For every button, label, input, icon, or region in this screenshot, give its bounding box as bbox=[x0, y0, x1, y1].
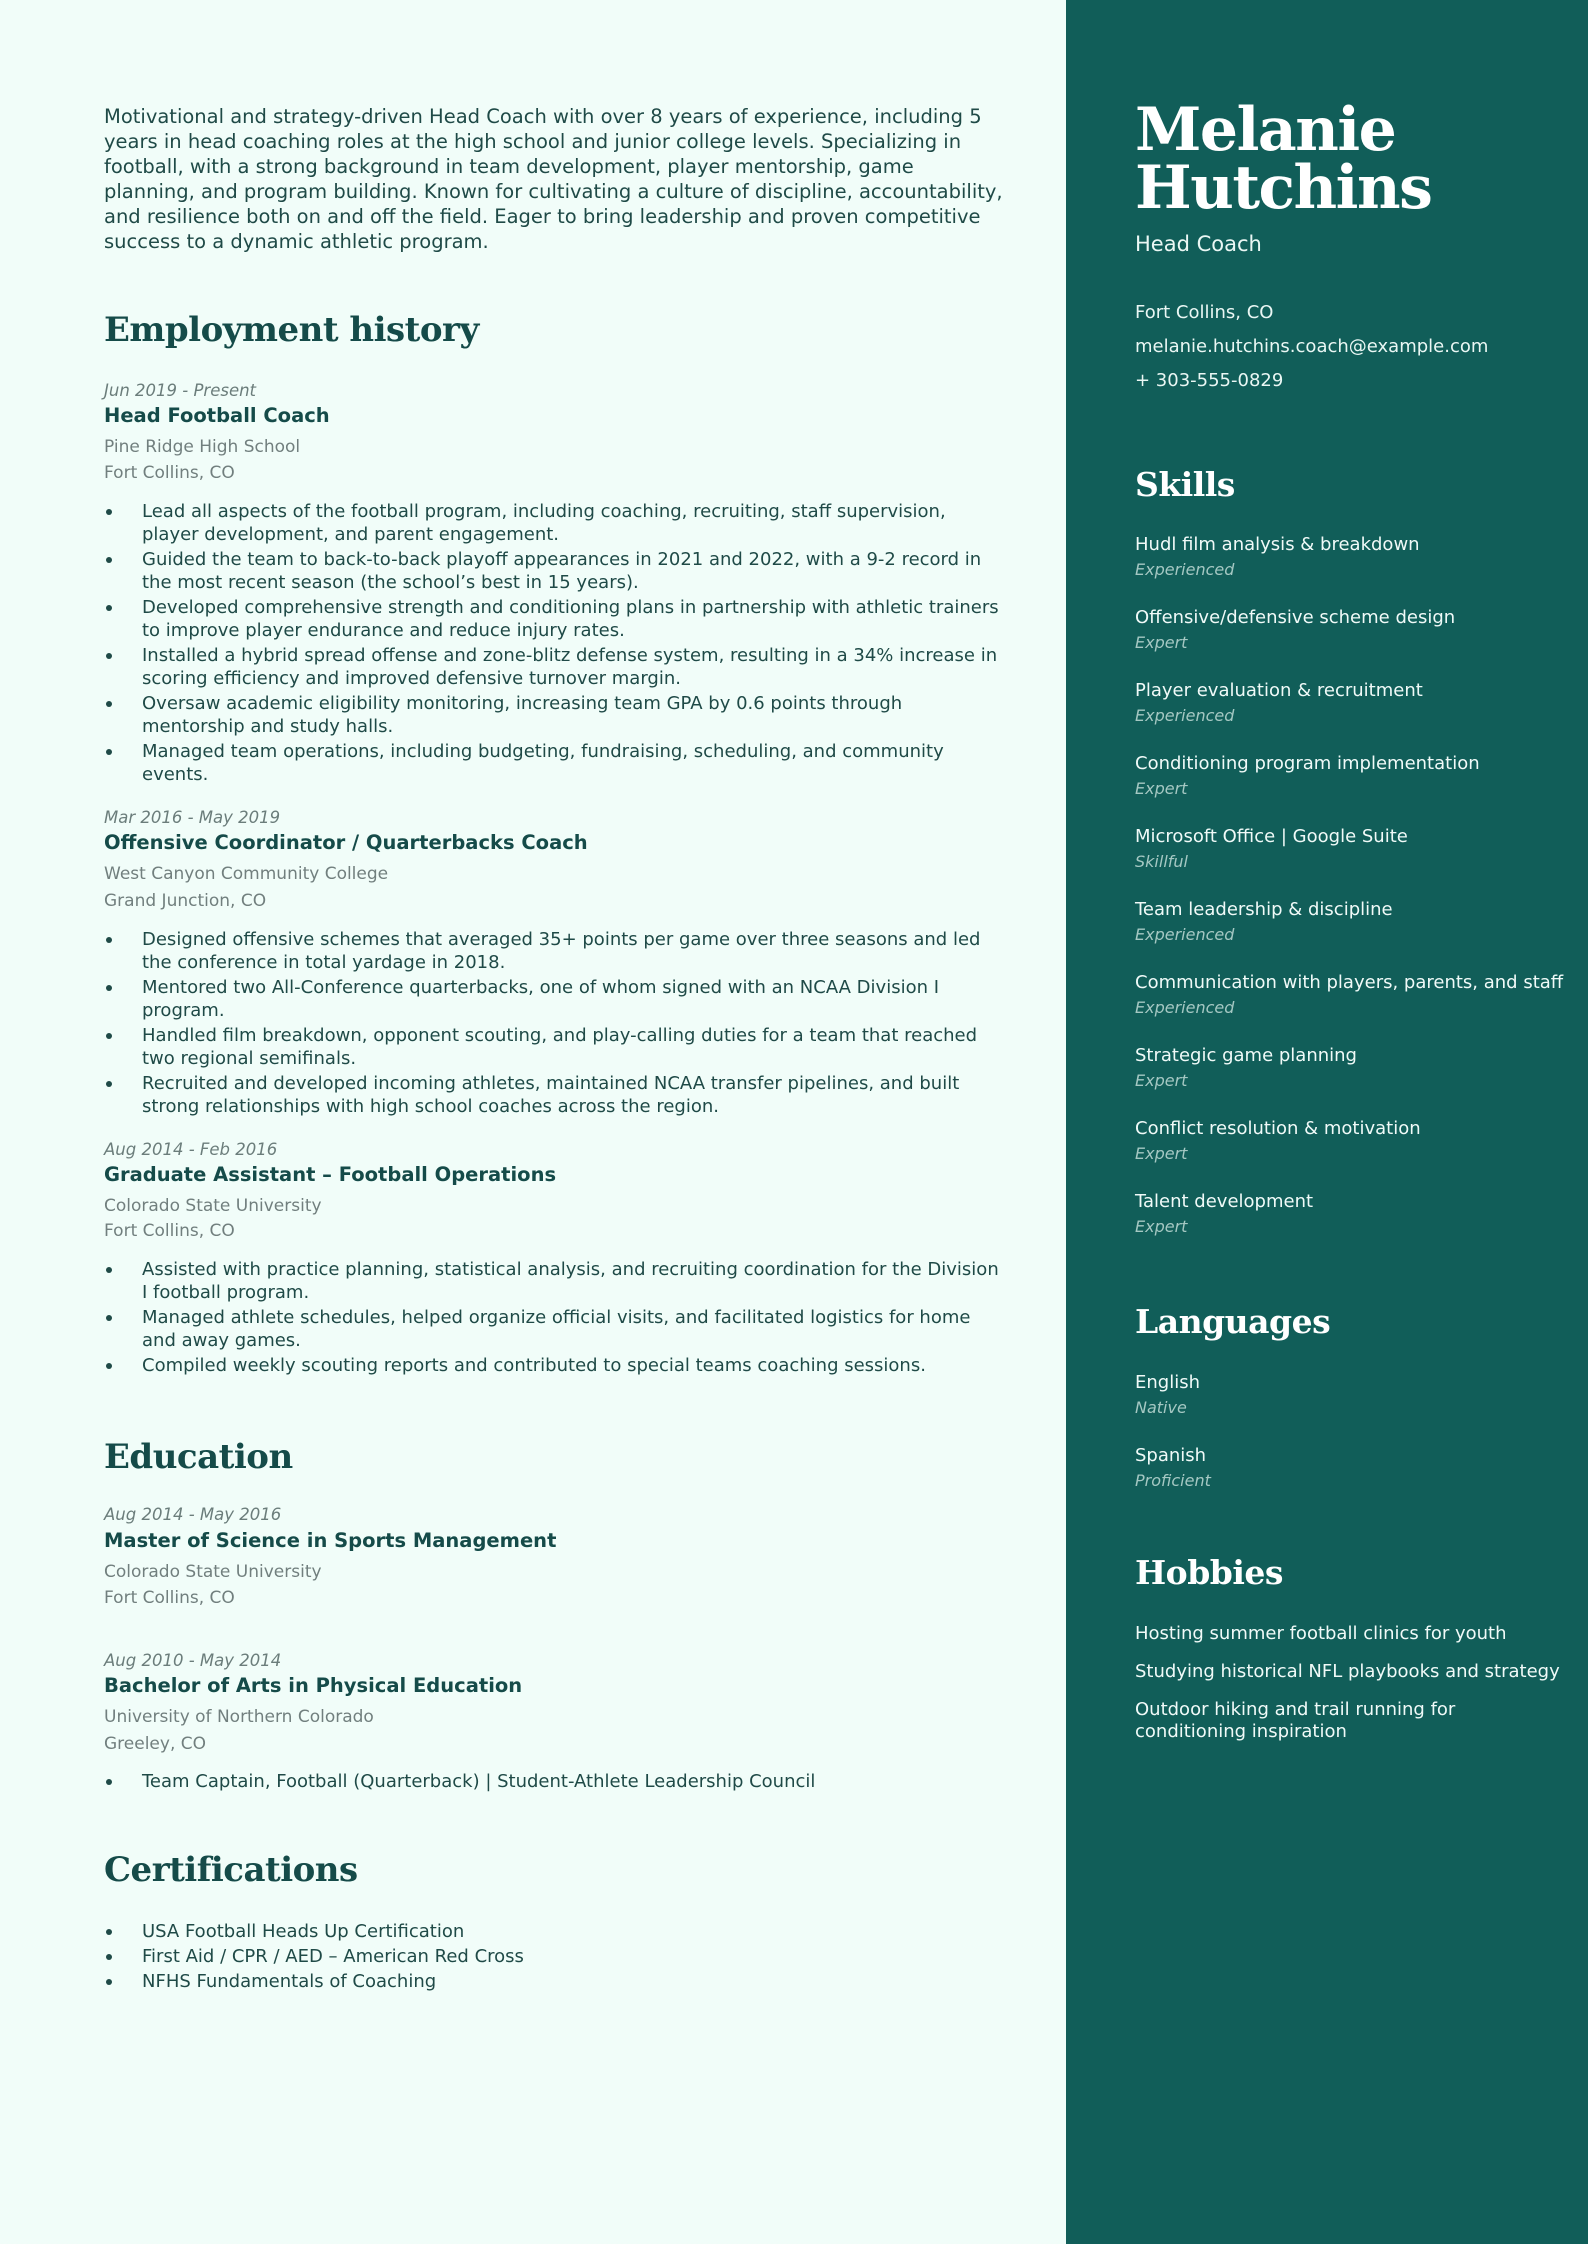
language-item bbox=[1135, 1445, 1211, 1518]
skill-item bbox=[1135, 534, 1575, 607]
list-item: Recruited and developed incoming athletes, maintained NCAA transfer pipelines, and built strong relationships with high school coaches across the region. bbox=[104, 1072, 1004, 1118]
skill-level: Experienced bbox=[1135, 925, 1235, 944]
edu-school: Colorado State University bbox=[104, 1562, 322, 1582]
candidate-last-name: Hutchins bbox=[1135, 153, 1432, 223]
edu-title: Bachelor of Arts in Physical Education bbox=[104, 1674, 523, 1697]
job-bullets bbox=[104, 928, 1004, 1120]
job-title: Graduate Assistant – Football Operations bbox=[104, 1163, 557, 1186]
profile-summary: Motivational and strategy-driven Head Coach with over 8 years of experience, including 5 years in head coaching roles at the high school and junior college levels. Specializing in football, with a strong background in team development, player mentorship, game planning, and program building. Known for cultivating a culture of discipline, accountability, and resilience both on and off the field. Eager to bring leadership and proven competitive success to a dynamic athletic program. bbox=[104, 105, 1003, 253]
edu-location: Greeley, CO bbox=[104, 1734, 207, 1754]
skill-item bbox=[1135, 753, 1575, 826]
skill-item bbox=[1135, 607, 1575, 680]
edu-dates: Aug 2010 - May 2014 bbox=[104, 1651, 282, 1670]
edu-title: Master of Science in Sports Management bbox=[104, 1529, 557, 1552]
skill-level: Expert bbox=[1135, 1144, 1188, 1163]
hobby-item: Outdoor hiking and trail running for conditioning inspiration bbox=[1135, 1699, 1456, 1742]
language-level: Native bbox=[1135, 1398, 1187, 1417]
certifications-heading: Certifications bbox=[104, 1850, 358, 1890]
skill-level: Experienced bbox=[1135, 560, 1235, 579]
list-item: Managed athlete schedules, helped organize official visits, and facilitated logistics for home and away games. bbox=[104, 1306, 1004, 1352]
list-item: First Aid / CPR / AED – American Red Cross bbox=[104, 1945, 1004, 1968]
skill-item bbox=[1135, 826, 1575, 899]
candidate-role: Head Coach bbox=[1135, 232, 1262, 256]
skill-level: Expert bbox=[1135, 633, 1188, 652]
hobbies-list bbox=[1135, 1623, 1565, 1743]
skill-level: Expert bbox=[1135, 1217, 1188, 1236]
job-location: Fort Collins, CO bbox=[104, 1221, 235, 1241]
candidate-first-name: Melanie bbox=[1135, 95, 1396, 165]
contact-location: Fort Collins, CO bbox=[1135, 302, 1274, 323]
skill-level: Expert bbox=[1135, 1071, 1188, 1090]
skills-list bbox=[1135, 534, 1575, 1264]
skill-item bbox=[1135, 1191, 1575, 1264]
skill-name: Player evaluation & recruitment bbox=[1135, 680, 1423, 701]
skill-item bbox=[1135, 1118, 1575, 1191]
list-item: Compiled weekly scouting reports and contributed to special teams coaching sessions. bbox=[104, 1354, 1004, 1377]
sidebar bbox=[1066, 0, 1588, 2244]
contact-block bbox=[1135, 296, 1488, 398]
job-dates: Jun 2019 - Present bbox=[104, 381, 257, 400]
list-item: Handled film breakdown, opponent scouting, and play-calling duties for a team that reached two regional semifinals. bbox=[104, 1024, 1004, 1070]
skill-item bbox=[1135, 899, 1575, 972]
skills-heading: Skills bbox=[1135, 465, 1235, 504]
skill-level: Experienced bbox=[1135, 998, 1235, 1017]
job-dates: Mar 2016 - May 2019 bbox=[104, 808, 281, 827]
employment-heading: Employment history bbox=[104, 310, 479, 350]
certifications-list bbox=[104, 1920, 1004, 1995]
contact-phone: + 303-555-0829 bbox=[1135, 370, 1284, 391]
job-bullets bbox=[104, 500, 1004, 788]
job-title: Head Football Coach bbox=[104, 404, 330, 427]
skill-name: Talent development bbox=[1135, 1191, 1314, 1212]
skill-item bbox=[1135, 972, 1575, 1045]
skill-item bbox=[1135, 680, 1575, 753]
language-name: Spanish bbox=[1135, 1445, 1207, 1466]
hobby-item: Studying historical NFL playbooks and strategy bbox=[1135, 1661, 1560, 1682]
edu-school: University of Northern Colorado bbox=[104, 1707, 374, 1727]
list-item: Oversaw academic eligibility monitoring, increasing team GPA by 0.6 points through mentorship and study halls. bbox=[104, 692, 1004, 738]
edu-dates: Aug 2014 - May 2016 bbox=[104, 1505, 282, 1524]
job-employer: Pine Ridge High School bbox=[104, 437, 301, 457]
list-item: Mentored two All-Conference quarterbacks, one of whom signed with an NCAA Division I program. bbox=[104, 976, 1004, 1022]
job-employer: West Canyon Community College bbox=[104, 864, 389, 884]
contact-email: melanie.hutchins.coach@example.com bbox=[1135, 336, 1489, 357]
list-item: Assisted with practice planning, statistical analysis, and recruiting coordination for the Division I football program. bbox=[104, 1258, 1004, 1304]
list-item: Lead all aspects of the football program, including coaching, recruiting, staff supervision, player development, and parent engagement. bbox=[104, 500, 1004, 546]
job-dates: Aug 2014 - Feb 2016 bbox=[104, 1140, 278, 1159]
skill-level: Experienced bbox=[1135, 706, 1235, 725]
hobbies-heading: Hobbies bbox=[1135, 1553, 1283, 1592]
skill-name: Hudl film analysis & breakdown bbox=[1135, 534, 1420, 555]
list-item: Guided the team to back-to-back playoff appearances in 2021 and 2022, with a 9-2 record in the most recent season (the school’s best in 15 years). bbox=[104, 548, 1004, 594]
job-location: Fort Collins, CO bbox=[104, 463, 235, 483]
job-title: Offensive Coordinator / Quarterbacks Coach bbox=[104, 831, 588, 854]
skill-name: Communication with players, parents, and staff bbox=[1135, 972, 1564, 993]
language-item bbox=[1135, 1372, 1211, 1445]
language-level: Proficient bbox=[1135, 1471, 1211, 1490]
education-heading: Education bbox=[104, 1437, 293, 1477]
skill-name: Offensive/defensive scheme design bbox=[1135, 607, 1456, 628]
skill-name: Team leadership & discipline bbox=[1135, 899, 1393, 920]
edu-location: Fort Collins, CO bbox=[104, 1588, 235, 1608]
list-item: Team Captain, Football (Quarterback) | Student-Athlete Leadership Council bbox=[104, 1770, 1004, 1793]
skill-level: Skillful bbox=[1135, 852, 1188, 871]
list-item: NFHS Fundamentals of Coaching bbox=[104, 1970, 1004, 1993]
skill-item bbox=[1135, 1045, 1575, 1118]
edu-bullets bbox=[104, 1770, 1004, 1795]
list-item: USA Football Heads Up Certification bbox=[104, 1920, 1004, 1943]
list-item: Installed a hybrid spread offense and zone-blitz defense system, resulting in a 34% increase in scoring efficiency and improved defensive turnover margin. bbox=[104, 644, 1004, 690]
languages-list bbox=[1135, 1372, 1211, 1518]
job-employer: Colorado State University bbox=[104, 1196, 322, 1216]
list-item: Designed offensive schemes that averaged 35+ points per game over three seasons and led the conference in total yardage in 2018. bbox=[104, 928, 1004, 974]
skill-name: Microsoft Office | Google Suite bbox=[1135, 826, 1408, 847]
languages-heading: Languages bbox=[1135, 1302, 1331, 1341]
job-bullets bbox=[104, 1258, 1004, 1379]
language-name: English bbox=[1135, 1372, 1200, 1393]
list-item: Managed team operations, including budgeting, fundraising, scheduling, and community events. bbox=[104, 740, 1004, 786]
skill-name: Strategic game planning bbox=[1135, 1045, 1357, 1066]
hobby-item: Hosting summer football clinics for youth bbox=[1135, 1623, 1507, 1644]
skill-name: Conflict resolution & motivation bbox=[1135, 1118, 1421, 1139]
skill-level: Expert bbox=[1135, 779, 1188, 798]
list-item: Developed comprehensive strength and conditioning plans in partnership with athletic trainers to improve player endurance and reduce injury rates. bbox=[104, 596, 1004, 642]
skill-name: Conditioning program implementation bbox=[1135, 753, 1480, 774]
job-location: Grand Junction, CO bbox=[104, 891, 267, 911]
